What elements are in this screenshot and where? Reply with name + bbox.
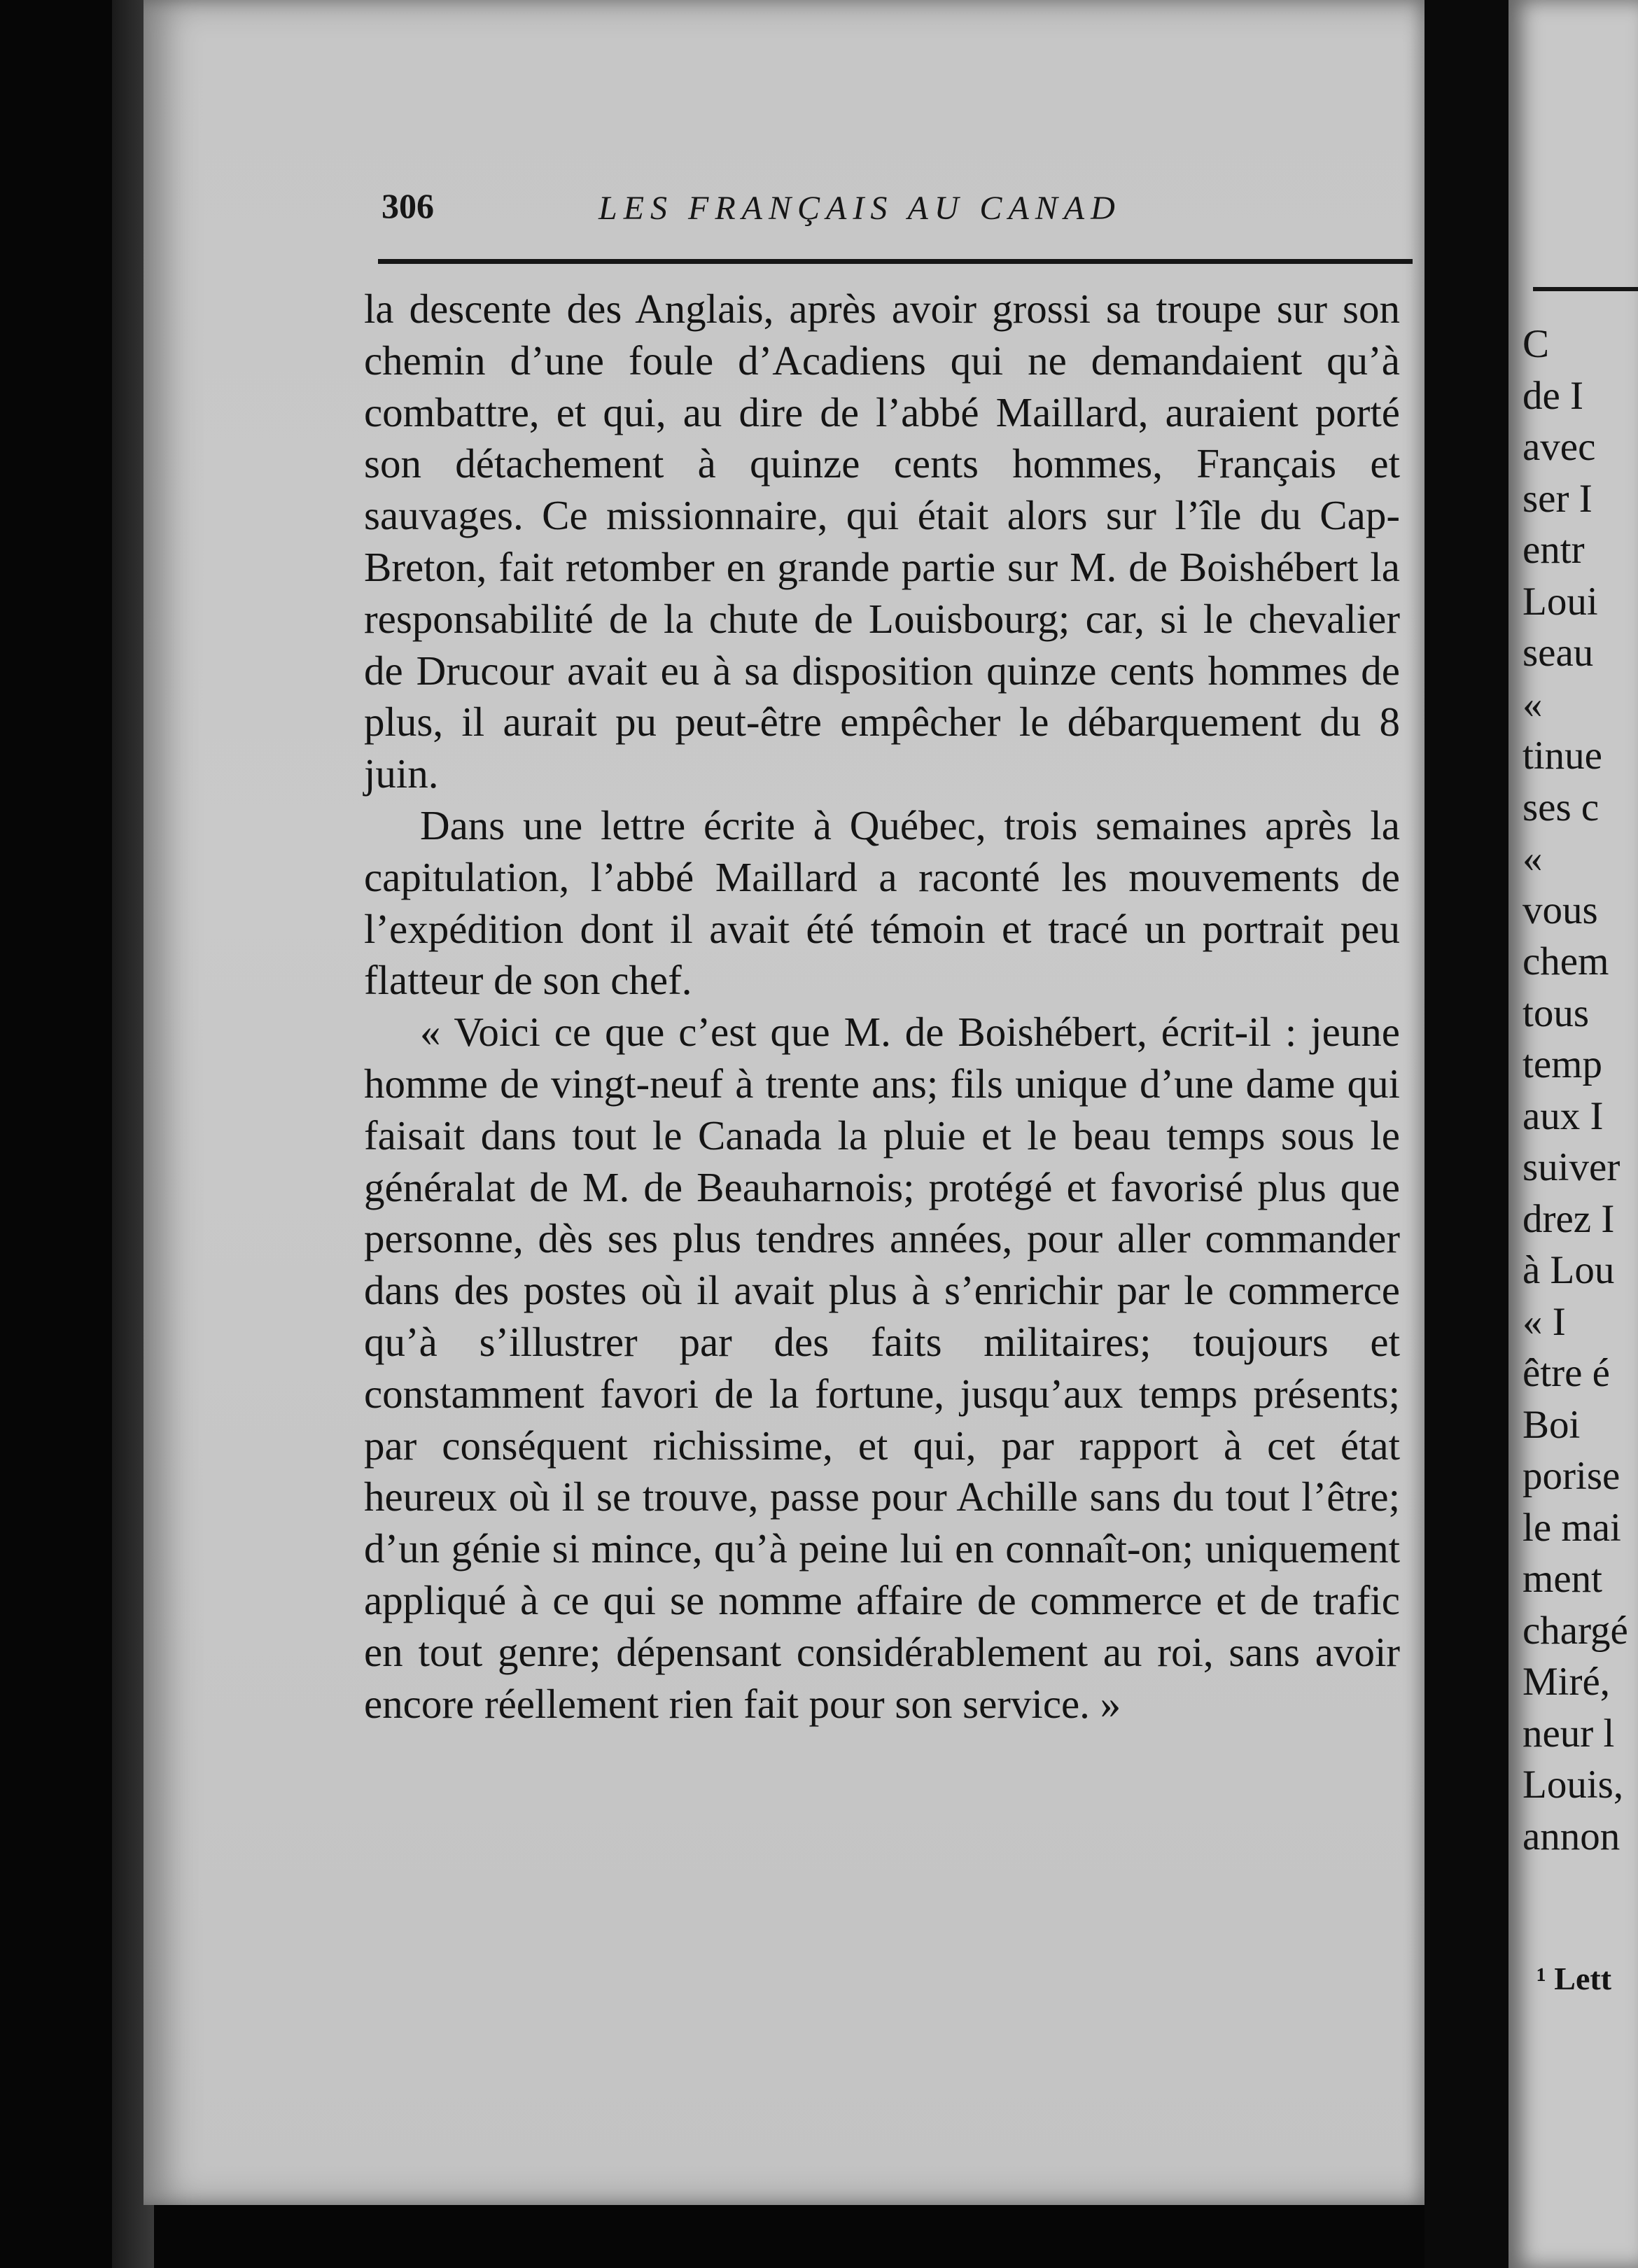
- facing-line: drez I: [1522, 1196, 1615, 1241]
- facing-line: chem: [1522, 939, 1609, 983]
- facing-line: temp: [1522, 1042, 1602, 1086]
- facing-line: « I: [1522, 1299, 1566, 1344]
- facing-line: porise: [1522, 1454, 1620, 1498]
- paragraph-3-quote: « Voici ce que c’est que M. de Boishébert, écrit-il : jeune homme de vingt-neuf à trente ans; fils unique d’une dame qui faisait dans tout le Canada la pluie et le beau temps sous le généralat de M. de Beauharnois; protégé et favorisé plus que personne, dès ses plus tendres années, pour aller commander dans des postes où il avait plus à s’enrichir par le commerce qu’à s’illustrer par des faits militaires; toujours et constamment favori de la fortune, jusqu’aux temps présents; par conséquent richissime, et qui, par rapport à cet état heureux où il se trouve, passe pour Achille sans du tout l’être; d’un génie si mince, qu’à peine lui en connaît-on; uniquement appliqué à ce qui se nomme affaire de commerce et de trafic en tout genre; dépensant considérablement au roi, sans avoir encore réellement rien fait pour son service. »: [364, 1009, 1400, 1727]
- facing-page: [1508, 0, 1638, 2268]
- facing-header-rule: [1533, 287, 1638, 291]
- facing-line: Louis,: [1522, 1763, 1624, 1807]
- facing-line: «: [1522, 682, 1543, 727]
- running-head: [382, 175, 1418, 231]
- facing-line: entr: [1522, 528, 1585, 572]
- facing-line: tous: [1522, 990, 1590, 1035]
- facing-line: ser I: [1522, 476, 1592, 521]
- facing-line: à Lou: [1522, 1248, 1615, 1292]
- facing-line: Loui: [1522, 579, 1598, 624]
- facing-line: le mai: [1522, 1505, 1621, 1550]
- facing-line: C: [1522, 322, 1550, 366]
- facing-line: aux I: [1522, 1093, 1604, 1138]
- facing-line: ses c: [1522, 785, 1600, 830]
- facing-line: chargé: [1522, 1608, 1628, 1653]
- facing-line: ment: [1522, 1557, 1602, 1601]
- facing-line: Boi: [1522, 1402, 1581, 1447]
- facing-line: «: [1522, 836, 1543, 881]
- body-text: [364, 284, 1400, 1730]
- facing-line: vous: [1522, 888, 1598, 932]
- paragraph-1: la descente des Anglais, après avoir grossi sa troupe sur son chemin d’une foule d’Acadiens qui ne demandaient qu’à combattre, et qui, au dire de l’abbé Maillard, auraient porté son détachement à quinze cents hommes, Français et sauvages. Ce missionnaire, qui était alors sur l’île du Cap-Breton, fait retomber en grande partie sur M. de Boishébert la responsabilité de la chute de Louisbourg; car, si le chevalier de Drucour avait eu à sa disposition quinze cents hommes de plus, il aurait pu peut-être empêcher le débarquement du 8 juin.: [364, 286, 1400, 797]
- facing-line: seau: [1522, 631, 1594, 675]
- running-title: LES FRANÇAIS AU CANAD: [598, 190, 1121, 227]
- facing-line: neur l: [1522, 1711, 1615, 1756]
- facing-line: avec: [1522, 425, 1596, 469]
- facing-line: Miré,: [1522, 1660, 1611, 1704]
- facing-line: annon: [1522, 1814, 1620, 1858]
- facing-line: tinue: [1522, 734, 1602, 778]
- page-number: 306: [382, 186, 434, 225]
- facing-line: être é: [1522, 1351, 1610, 1395]
- facing-line: suiver: [1522, 1145, 1620, 1189]
- facing-footnote: ¹ Lett: [1536, 1961, 1612, 1996]
- book-gutter: [1424, 0, 1508, 2268]
- paragraph-2: Dans une lettre écrite à Québec, trois semaines après la capitulation, l’abbé Maillard a raconté les mouvements de l’expédition dont il avait été témoin et tracé un portrait peu flatteur de son chef.: [364, 802, 1400, 1004]
- facing-page-text: [1522, 318, 1638, 1862]
- facing-line: de I: [1522, 373, 1584, 418]
- header-rule: [378, 259, 1413, 264]
